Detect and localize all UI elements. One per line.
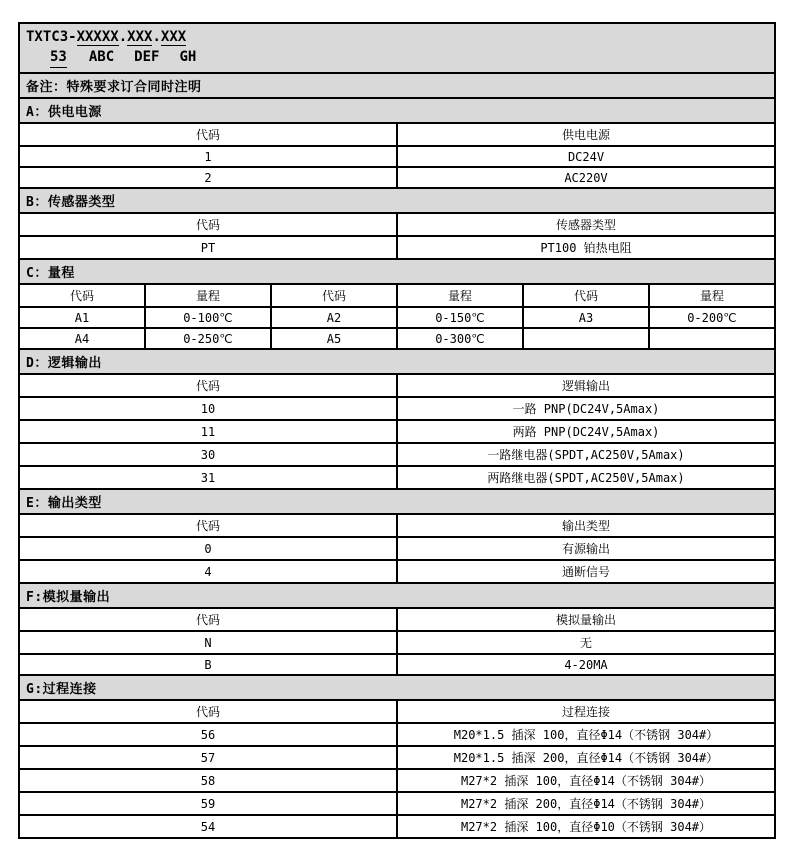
cell-code: N [20,632,398,653]
column-header-range: 量程 [699,289,724,303]
table-row [20,724,774,747]
cell-value: 通断信号 [561,565,610,579]
table-row [20,747,774,770]
table-row [20,147,774,168]
column-header-value: 输出类型 [561,519,610,533]
section-g-header [20,676,774,701]
cell-code: 54 [20,816,398,837]
code-key-def: DEF [134,49,160,65]
column-header-code: 代码 [20,214,398,235]
section-g-title: G:过程连接 [26,682,97,697]
section-c-title: C：量程 [26,266,75,281]
table-row [20,770,774,793]
section-a-column-row [20,124,774,147]
code-key-abc: ABC [88,49,115,65]
section-e-header [20,490,774,515]
section-d-title: D：逻辑输出 [26,356,102,371]
model-code-line2 [26,47,768,68]
model-seg-1: XXXXX [76,29,119,45]
cell-range: 0-300℃ [398,329,524,348]
cell-code: 0 [20,538,398,559]
section-g-column-row [20,701,774,724]
cell-range [650,329,774,348]
table-row [20,237,774,260]
cell-value: M27*2 插深 100，直径Φ14（不锈钢 304#） [460,774,712,788]
column-header-code: 代码 [20,701,398,722]
model-dot-2: . [152,29,161,45]
cell-code: A2 [272,308,398,327]
cell-code: 2 [20,168,398,187]
cell-code [524,329,650,348]
code-key-53: 53 [50,47,67,68]
cell-code: 31 [20,467,398,488]
table-row [20,561,774,584]
section-f-title: F:模拟量输出 [26,590,111,605]
cell-code: 58 [20,770,398,791]
model-code-header [20,24,774,74]
note-text: 备注：特殊要求订合同时注明 [26,80,202,95]
table-row [20,467,774,490]
cell-value: M20*1.5 插深 200，直径Φ14（不锈钢 304#） [453,751,719,765]
cell-code: A5 [272,329,398,348]
cell-value: DC24V [567,149,605,164]
cell-value: 一路 PNP(DC24V,5Amax) [512,402,660,416]
section-e-column-row [20,515,774,538]
section-a-title: A：供电电源 [26,105,102,120]
table-row [20,308,774,329]
cell-value: AC220V [564,170,608,185]
column-header-value: 逻辑输出 [561,379,610,393]
section-d-column-row [20,375,774,398]
cell-range: 0-100℃ [146,308,272,327]
column-header-code: 代码 [20,375,398,396]
table-row [20,538,774,561]
table-row [20,421,774,444]
model-code-line1 [26,27,768,47]
table-row [20,655,774,676]
section-c-header [20,260,774,285]
section-b-header [20,189,774,214]
column-header-code: 代码 [272,285,398,306]
section-b-title: B：传感器类型 [26,195,116,210]
column-header-value: 过程连接 [561,705,610,719]
cell-range: 0-150℃ [398,308,524,327]
column-header-code: 代码 [20,515,398,536]
cell-range: 0-250℃ [146,329,272,348]
column-header-value: 模拟量输出 [555,613,616,627]
cell-code: 11 [20,421,398,442]
cell-code: B [20,655,398,674]
section-b-column-row [20,214,774,237]
cell-code: A1 [20,308,146,327]
column-header-code: 代码 [524,285,650,306]
cell-value: PT100 铂热电阻 [540,241,632,255]
section-c-column-row [20,285,774,308]
table-row [20,398,774,421]
cell-value: 两路 PNP(DC24V,5Amax) [512,425,660,439]
model-prefix: TXTC3- [26,29,77,45]
table-row [20,168,774,189]
column-header-value: 供电电源 [561,128,610,142]
column-header-value: 传感器类型 [555,218,616,232]
cell-code: A4 [20,329,146,348]
cell-value: M27*2 插深 100，直径Φ10（不锈钢 304#） [460,820,712,834]
model-seg-2: XXX [127,29,153,45]
cell-code: 56 [20,724,398,745]
cell-code: 10 [20,398,398,419]
column-header-code: 代码 [20,285,146,306]
section-e-title: E：输出类型 [26,496,102,511]
table-row [20,793,774,816]
model-dot-1: . [118,29,128,45]
table-row [20,329,774,350]
cell-value: 两路继电器(SPDT,AC250V,5Amax) [487,471,685,485]
cell-range: 0-200℃ [687,310,737,325]
cell-code: 30 [20,444,398,465]
cell-value: 有源输出 [561,542,610,556]
section-d-header [20,350,774,375]
table-row [20,444,774,467]
cell-code: 4 [20,561,398,582]
cell-code: 57 [20,747,398,768]
cell-value: M20*1.5 插深 100，直径Φ14（不锈钢 304#） [453,728,719,742]
code-key-gh: GH [179,49,197,65]
section-f-header [20,584,774,609]
table-row [20,632,774,655]
section-a-header [20,99,774,124]
cell-value: 无 [579,636,592,650]
column-header-code: 代码 [20,609,398,630]
cell-value: 一路继电器(SPDT,AC250V,5Amax) [487,448,685,462]
section-f-column-row [20,609,774,632]
order-code-table [18,22,776,839]
column-header-range: 量程 [146,285,272,306]
cell-code: 1 [20,147,398,166]
column-header-range: 量程 [398,285,524,306]
cell-code: 59 [20,793,398,814]
cell-code: A3 [524,308,650,327]
column-header-code: 代码 [20,124,398,145]
note-row [20,74,774,99]
model-seg-3: XXX [160,29,187,45]
cell-value: 4-20MA [564,657,608,672]
cell-value: M27*2 插深 200，直径Φ14（不锈钢 304#） [460,797,712,811]
cell-code: PT [20,237,398,258]
table-row [20,816,774,837]
